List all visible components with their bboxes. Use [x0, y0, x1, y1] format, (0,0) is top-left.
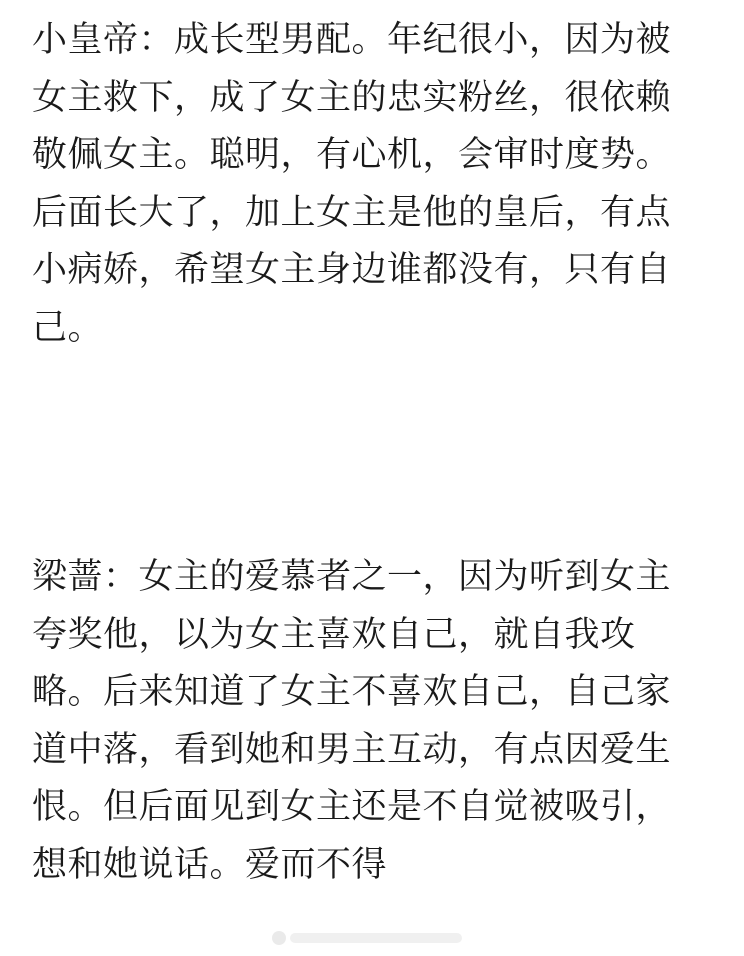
- text-line: 小病娇，希望女主身边谁都没有，只有自: [32, 250, 672, 290]
- text-line: 己。: [32, 307, 104, 348]
- text-line: 夸奖他，以为女主喜欢自己，就自我攻: [32, 614, 636, 655]
- text-line: 女主救下，成了女主的忠实粉丝，很依赖: [32, 77, 672, 118]
- watermark: [272, 928, 472, 948]
- text-line: 恨。但后面见到女主还是不自觉被吸引，: [32, 787, 672, 827]
- text-line: 梁蔷：女主的爱慕者之一，因为听到女主: [32, 557, 672, 597]
- character-description-liangqiang: [32, 549, 722, 894]
- watermark-blurred-handle: [290, 933, 462, 943]
- character-description-xiaohuangdi: [32, 12, 722, 357]
- text-line: 敬佩女主。聪明，有心机，会审时度势。: [32, 135, 672, 175]
- text-line: 想和她说话。爱而不得: [32, 844, 388, 885]
- text-line: 略。后来知道了女主不喜欢自己，自己家: [32, 672, 672, 712]
- text-line: 后面长大了，加上女主是他的皇后，有点: [32, 192, 672, 233]
- watermark-logo-icon: [272, 931, 286, 945]
- text-line: 道中落，看到她和男主互动，有点因爱生: [32, 729, 672, 770]
- text-line: 小皇帝：成长型男配。年纪很小，因为被: [32, 20, 672, 60]
